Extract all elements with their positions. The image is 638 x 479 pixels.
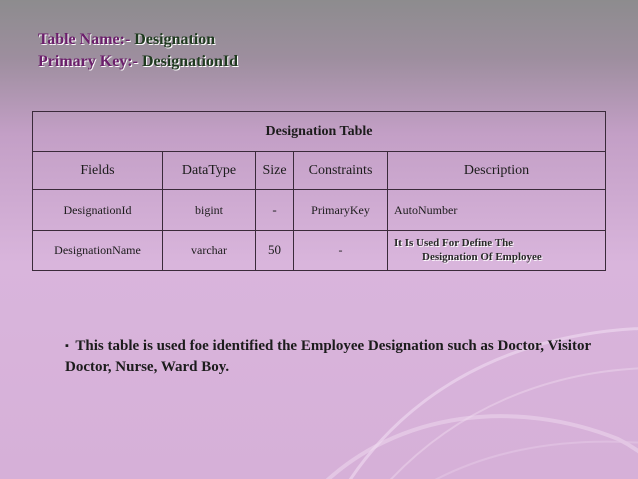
constraints-cell: PrimaryKey — [294, 190, 388, 230]
datatype-cell: bigint — [163, 190, 256, 230]
note-paragraph — [65, 336, 605, 378]
size-cell: - — [256, 190, 294, 230]
table-name-label: Table Name:- — [38, 31, 131, 48]
datatype-cell: varchar — [163, 230, 256, 270]
table-header-row — [33, 152, 606, 190]
column-header: Fields — [33, 152, 163, 190]
size-cell: 50 — [256, 230, 294, 270]
bullet-icon: ▪ — [65, 340, 69, 352]
column-header: Size — [256, 152, 294, 190]
note-text: This table is used foe identified the Employee Designation such as Doctor, Visitor Doctor, Nurse, Ward Boy. — [65, 338, 591, 375]
constraints-cell: - — [294, 230, 388, 270]
table-caption: Designation Table — [33, 112, 606, 152]
description-line-2: Designation Of Employee — [422, 251, 542, 264]
designation-table — [32, 111, 606, 271]
table-row — [33, 190, 606, 230]
table-row — [33, 230, 606, 270]
column-header: DataType — [163, 152, 256, 190]
primary-key-value: DesignationId — [141, 53, 238, 70]
column-header: Description — [388, 152, 606, 190]
table-name-value: Designation — [134, 31, 216, 48]
field-cell: DesignationName — [33, 230, 163, 270]
description-line-1: It Is Used For Define The — [394, 237, 514, 250]
table-name-heading — [38, 31, 215, 49]
column-header: Constraints — [294, 152, 388, 190]
field-cell: DesignationId — [33, 190, 163, 230]
primary-key-label: Primary Key:- — [38, 53, 138, 70]
description-cell: AutoNumber — [388, 190, 606, 230]
description-cell — [388, 230, 606, 270]
primary-key-heading — [38, 53, 238, 71]
